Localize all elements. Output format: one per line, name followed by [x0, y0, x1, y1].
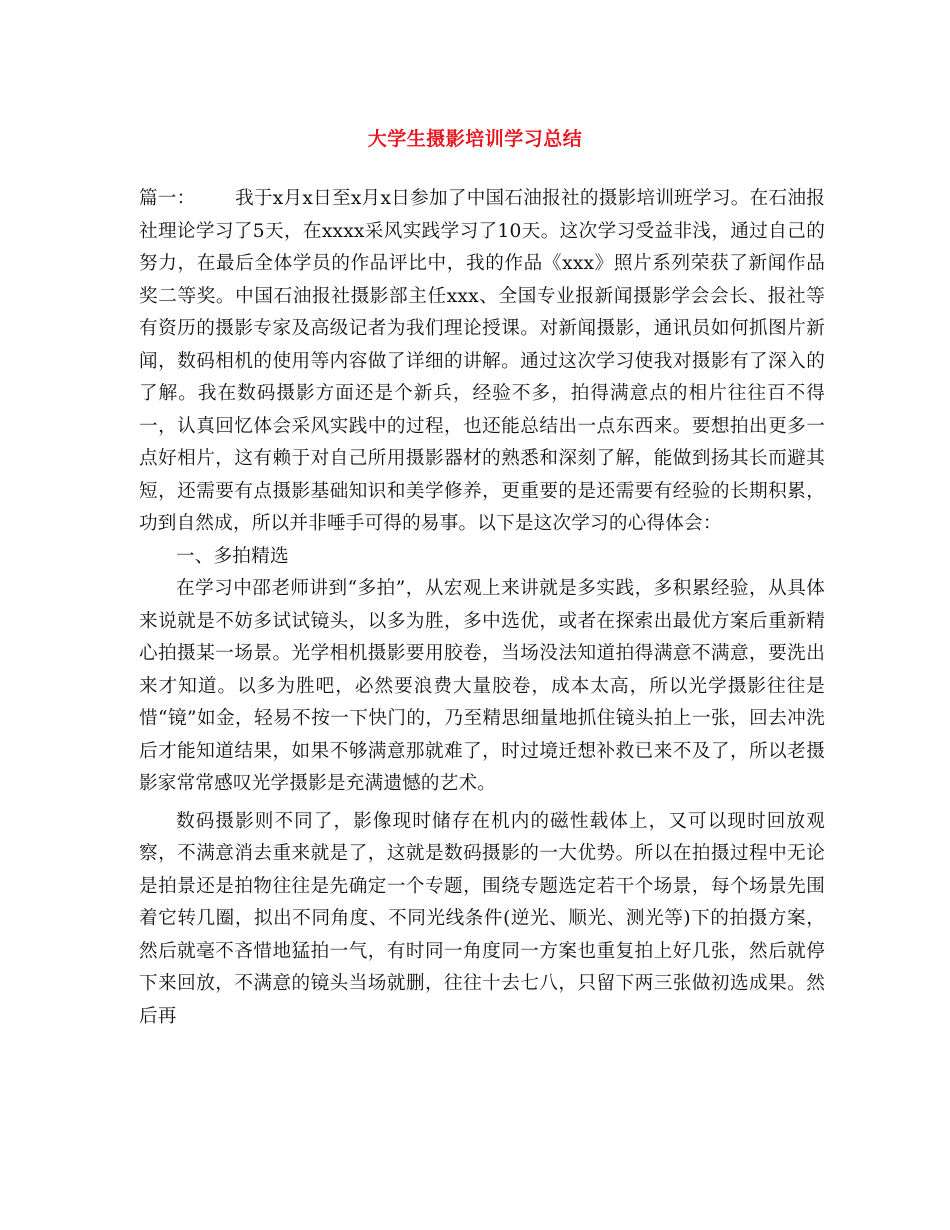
section-heading: 一、多拍精选 [176, 545, 289, 567]
intro-text: 我于x月x日至x月x日参加了中国石油报社的摄影培训班学习。在石油报社理论学习了5天，在xxxx采风实践学习了10天。这次学习受益非浅，通过自己的努力，在最后全体学员的作品评比中，我的作品《xxx》照片系列荣获了新闻作品奖二等奖。中国石油报社摄影部主任xxx、全国专业报新闻摄影学会会长、报社等有资历的摄影专家及高级记者为我们理论授课。对新闻摄影，通讯员如何抓图片新闻，数码相机的使用等内容做了详细的讲解。通过这次学习使我对摄影有了深入的了解。我在数码摄影方面还是个新兵，经验不多，拍得满意点的相片往往百不得一，认真回忆体会采风实践中的过程，也还能总结出一点东西来。要想拍出更多一点好相片，这有赖于对自己所用摄影器材的熟悉和深刻了解，能做到扬其长而避其短，还需要有点摄影基础知识和美学修养，更重要的是还需要有经验的长期积累，功到自然成，所以并非唾手可得的易事。以下是这次学习的心得体会： [139, 188, 825, 534]
document-body [139, 183, 825, 1033]
intro-label: 篇一： [139, 188, 196, 209]
intro-paragraph [139, 183, 825, 541]
document-title: 大学生摄影培训学习总结 [367, 128, 583, 150]
body-paragraph-2: 数码摄影则不同了，影像现时储存在机内的磁性载体上，又可以现时回放观察，不满意消去重来就是了，这就是数码摄影的一大优势。所以在拍摄过程中无论是拍景还是拍物往往是先确定一个专题，围绕专题选定若干个场景，每个场景先围着它转几圈，拟出不同角度、不同光线条件(逆光、顺光、测光等)下的拍摄方案，然后就毫不吝惜地猛拍一气，有时同一角度同一方案也重复拍上好几张，然后就停下来回放，不满意的镜头当场就删，往往十去七八，只留下两三张做初选成果。然后再 [139, 810, 825, 1027]
body-paragraph-1: 在学习中邵老师讲到“多拍”，从宏观上来讲就是多实践，多积累经验，从具体来说就是不妨多试试镜头，以多为胜，多中选优，或者在探索出最优方案后重新精心拍摄某一场景。光学相机摄影要用胶卷，当场没法知道拍得满意不满意，要洗出来才知道。以多为胜吧，必然要浪费大量胶卷，成本太高，所以光学摄影往往是惜“镜”如金，轻易不按一下快门的，乃至精思细量地抓住镜头拍上一张，回去冲洗后才能知道结果，如果不够满意那就难了，时过境迁想补救已来不及了，所以老摄影家常常感叹光学摄影是充满遗憾的艺术。 [139, 578, 825, 794]
